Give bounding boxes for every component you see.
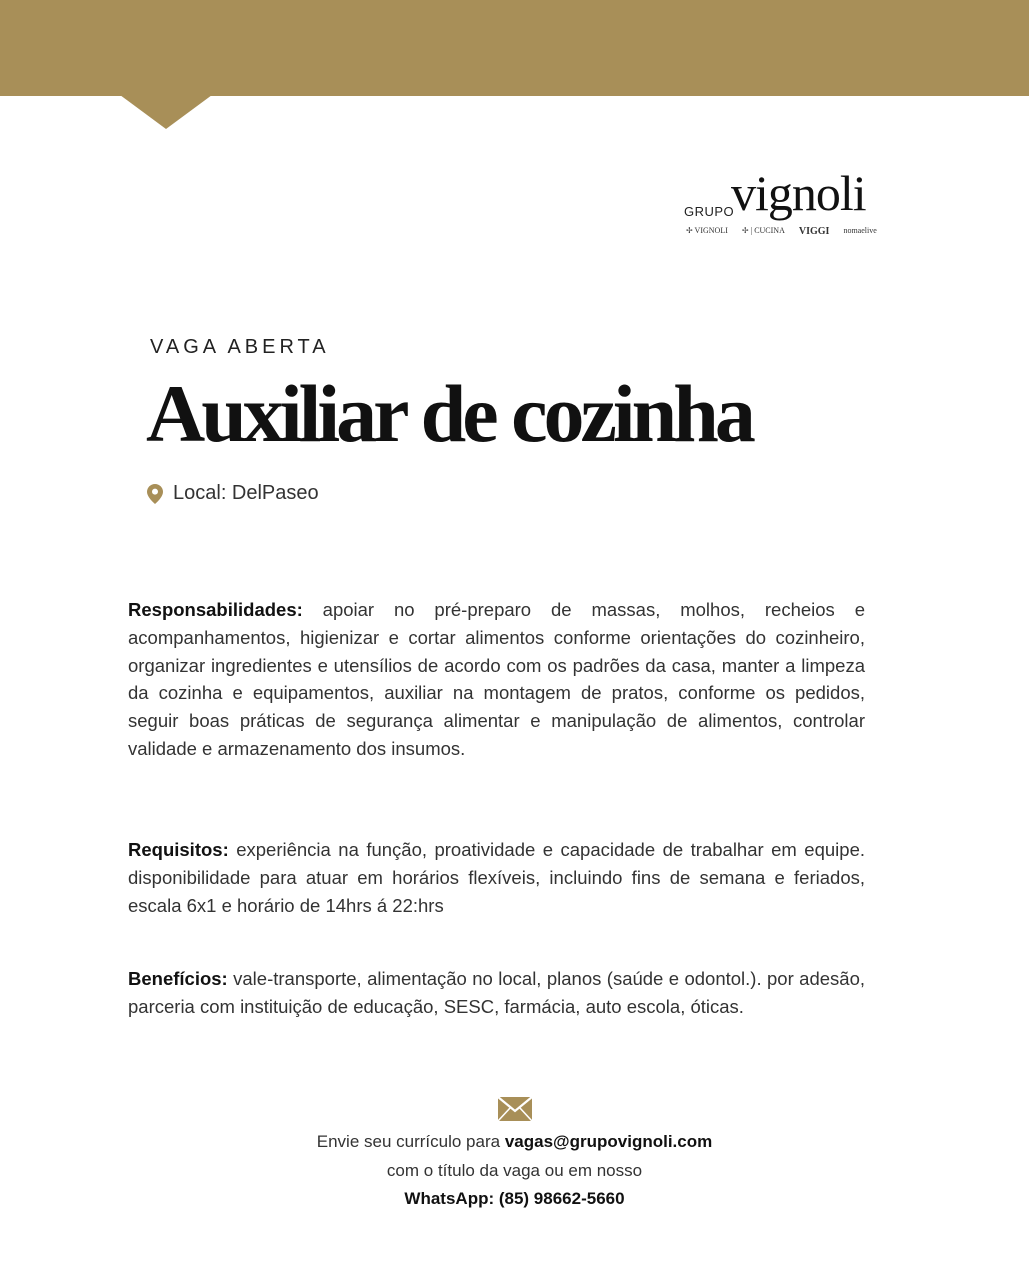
header-band bbox=[0, 0, 1029, 96]
section-label: Responsabilidades: bbox=[128, 599, 303, 620]
contact-line-2: com o título da vaga ou em nosso bbox=[386, 1160, 643, 1180]
contact-whatsapp[interactable]: WhatsApp: (85) 98662-5660 bbox=[404, 1189, 625, 1208]
section-beneficios bbox=[128, 965, 865, 1021]
subbrand-nomaelive: nomaelive bbox=[843, 226, 877, 235]
section-label: Benefícios: bbox=[128, 968, 228, 989]
subbrand-cucina: ✢ | CUCINA bbox=[741, 226, 785, 235]
contact-email-link[interactable]: vagas@grupovignoli.com bbox=[504, 1132, 713, 1151]
contact-block bbox=[0, 1096, 1029, 1214]
section-text: experiência na função, proatividade e capacidade de trabalhar em equipe. disponibilidade para atuar em horários flexíveis, incluindo fins de semana e feriados, escala 6x1 e horário de 14hrs á 22:hrs bbox=[128, 839, 865, 916]
job-eyebrow: VAGA ABERTA bbox=[150, 336, 330, 358]
section-text: vale-transporte, alimentação no local, planos (saúde e odontol.). por adesão, parceria com instituição de educação, SESC, farmácia, auto escola, óticas. bbox=[128, 968, 866, 1017]
map-pin-icon bbox=[147, 484, 163, 504]
logo-vignoli-text: vignoli bbox=[731, 165, 866, 221]
section-responsabilidades bbox=[128, 596, 865, 763]
job-location bbox=[147, 482, 319, 505]
job-title: Auxiliar de cozinha bbox=[146, 368, 752, 459]
subbrand-vignoli: ✢ VIGNOLI bbox=[686, 226, 728, 235]
section-requisitos bbox=[128, 836, 865, 919]
brand-logo bbox=[670, 165, 890, 248]
contact-line-3 bbox=[0, 1185, 1029, 1214]
logo-grupo-text: GRUPO bbox=[684, 204, 735, 219]
job-location-text: Local: DelPaseo bbox=[173, 482, 319, 504]
section-label: Requisitos: bbox=[128, 839, 229, 860]
subbrand-viggi: VIGGI bbox=[798, 226, 830, 237]
logo-subbrands bbox=[686, 226, 877, 237]
contact-line-1 bbox=[0, 1128, 1029, 1157]
contact-prefix: Envie seu currículo para bbox=[316, 1132, 501, 1151]
envelope-icon bbox=[497, 1096, 533, 1122]
header-band-notch bbox=[120, 95, 212, 129]
section-text: apoiar no pré-preparo de massas, molhos, recheios e acompanhamentos, higienizar e cortar alimentos conforme orientações do cozinheiro, organizar ingredientes e utensílios de acordo com os padrões da casa, manter a limpeza da cozinha e equipamentos, auxiliar na montagem de pratos, conforme os pedidos, seguir boas práticas de segurança alimentar e manipulação de alimentos, controlar validade e armazenamento dos insumos. bbox=[128, 599, 865, 759]
